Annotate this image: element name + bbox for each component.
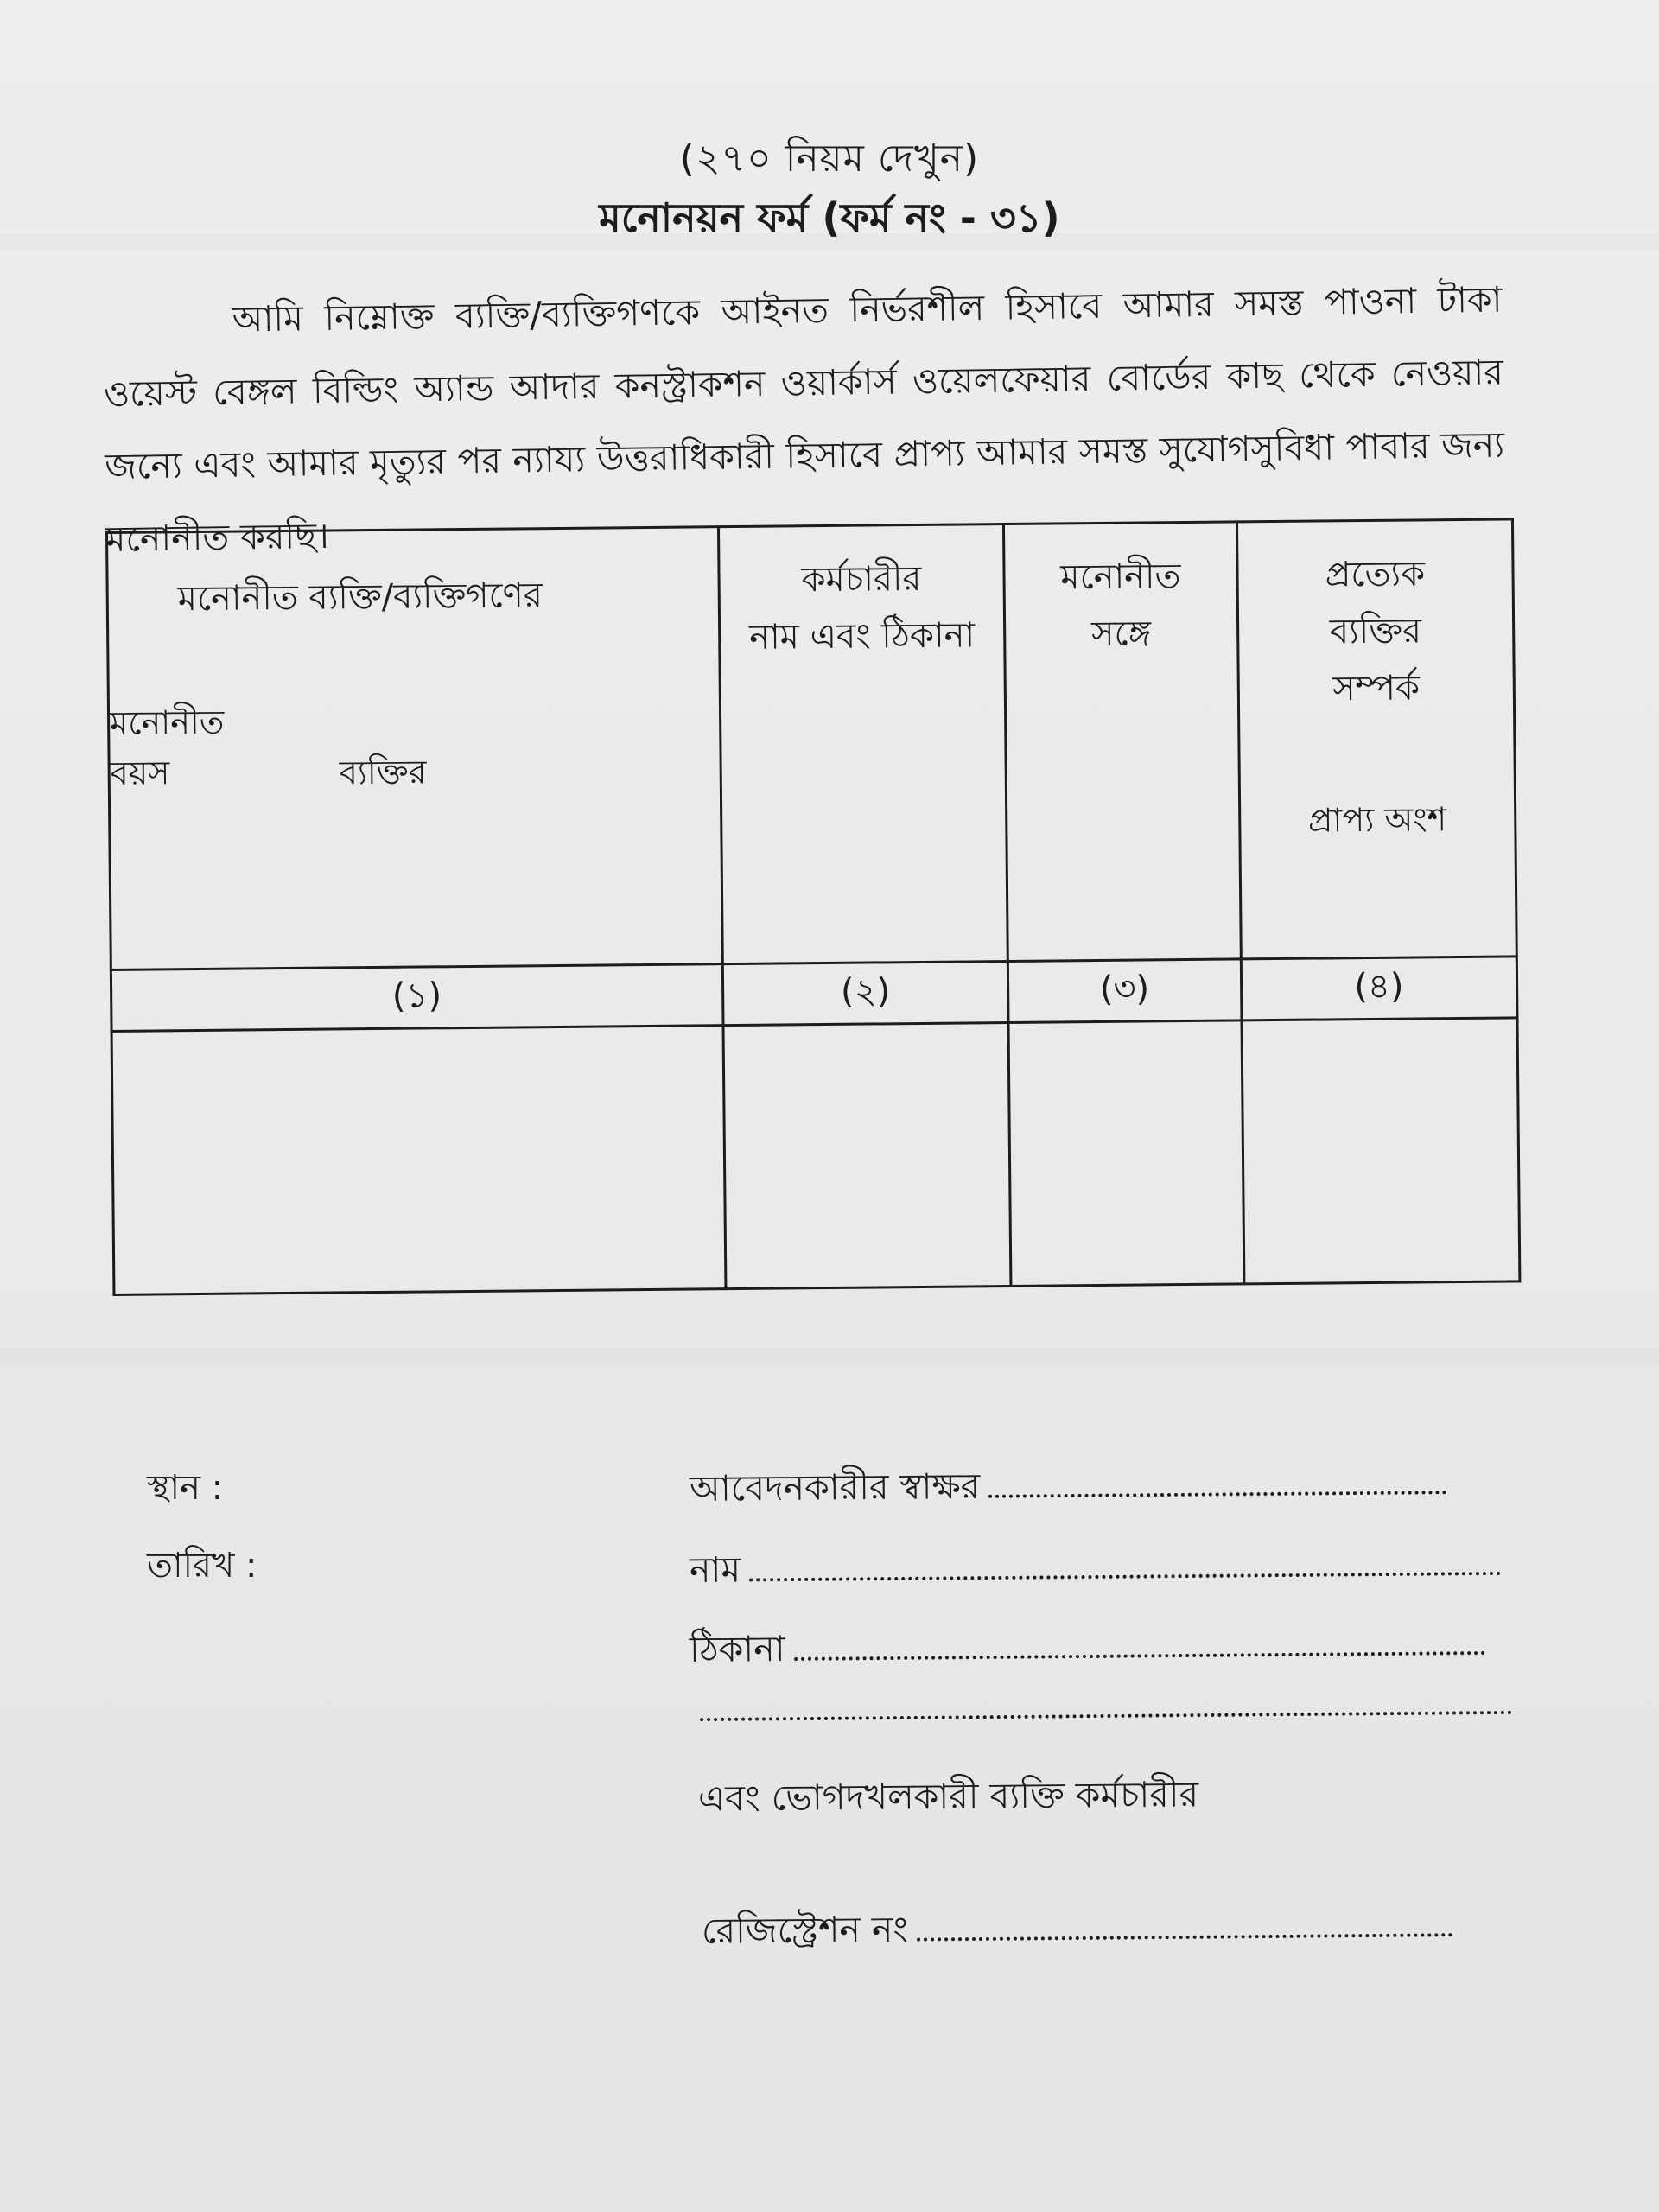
- declaration-paragraph: আমি নিম্নোক্ত ব্যক্তি/ব্যক্তিগণকে আইনত নির্ভরশীল হিসাবে আমার সমস্ত পাওনা টাকা ওয়েস্ট বেঙ্গল বিল্ডিং অ্যান্ড আদার কনস্ট্রাকশন ওয়ার্কার্স ওয়েলফেয়ার বোর্ডের কাছ থেকে নেওয়ার জন্যে এবং আমার মৃত্যুর পর ন্যায্য উত্তরাধিকারী হিসাবে প্রাপ্য আমার সমস্ত সুযোগসুবিধা পাবার জন্য মনোনীত করছি।: [103, 278, 1505, 560]
- registration-label: রেজিস্ট্রেশন নং: [701, 1908, 909, 1952]
- header-nominee-persons: মনোনীত ব্যক্তি/ব্যক্তিগণের: [177, 575, 543, 620]
- header-share-line1: প্রত্যেক: [1325, 554, 1426, 595]
- header-nominee-age-line2: বয়স: [110, 753, 170, 792]
- header-cell-nominee: [107, 527, 722, 970]
- header-cell-employee: [718, 524, 1007, 965]
- header-share-text: [1238, 544, 1513, 718]
- header-employee-text: [720, 550, 1004, 666]
- address-field: [690, 1616, 1485, 1682]
- table-header-row: [107, 519, 1517, 970]
- header-relation-text: [1005, 547, 1236, 664]
- address-label: ঠিকানা: [689, 1628, 785, 1671]
- header-nominee-person: ব্যক্তির: [339, 753, 427, 792]
- show-through-shadow: [0, 1348, 1659, 1365]
- column-number-3: (৩): [1008, 959, 1242, 1022]
- signature-blank[interactable]: [988, 1465, 1446, 1498]
- name-field: [690, 1536, 1502, 1603]
- address-blank[interactable]: [793, 1625, 1484, 1661]
- column-number-1: (১): [111, 964, 722, 1031]
- entry-cell-nominee[interactable]: [111, 1026, 726, 1295]
- form-title: মনোনয়ন ফর্ম (ফর্ম নং - ৩১): [599, 194, 1060, 241]
- nominee-table: [105, 518, 1521, 1296]
- name-blank[interactable]: [749, 1546, 1501, 1582]
- entry-cell-relation[interactable]: [1008, 1020, 1243, 1287]
- registration-blank[interactable]: [917, 1907, 1452, 1941]
- header-share-line2: ব্যক্তির: [1329, 611, 1422, 652]
- name-label: নাম: [689, 1548, 741, 1592]
- header-relation-line2: সঙ্গে: [1090, 613, 1152, 655]
- header-share-amount: প্রাপ্য অংশ: [1307, 800, 1447, 840]
- occupant-text: এবং ভোগদখলকারী ব্যক্তি কর্মচারীর: [697, 1773, 1199, 1820]
- entry-row: [111, 1018, 1520, 1295]
- header-employee-line2: নাম এবং ঠিকানা: [748, 615, 976, 658]
- header-nominee-age: [110, 697, 225, 798]
- place-label: স্থান :: [147, 1468, 224, 1508]
- header-cell-relation: [1004, 522, 1241, 962]
- registration-field: [702, 1897, 1453, 1964]
- rule-reference: (২৭০ নিয়ম দেখুন): [679, 137, 980, 181]
- header-share-line3: সম্পর্ক: [1332, 668, 1421, 709]
- header-relation-line1: মনোনীত: [1060, 556, 1181, 598]
- entry-cell-share[interactable]: [1242, 1018, 1520, 1284]
- address-blank-line-2[interactable]: [700, 1690, 1512, 1721]
- signature-label: আবেদনকারীর স্বাক্ষর: [689, 1465, 981, 1510]
- column-number-2: (২): [722, 962, 1008, 1026]
- entry-cell-employee[interactable]: [723, 1022, 1011, 1288]
- header-cell-share: [1236, 519, 1516, 959]
- header-employee-line1: কর্মচারীর: [801, 558, 922, 601]
- signature-field: [690, 1455, 1447, 1522]
- header-nominee-age-line1: মনোনীত: [109, 702, 225, 742]
- column-number-4: (৪): [1241, 957, 1517, 1020]
- date-label: তারিখ :: [147, 1546, 257, 1586]
